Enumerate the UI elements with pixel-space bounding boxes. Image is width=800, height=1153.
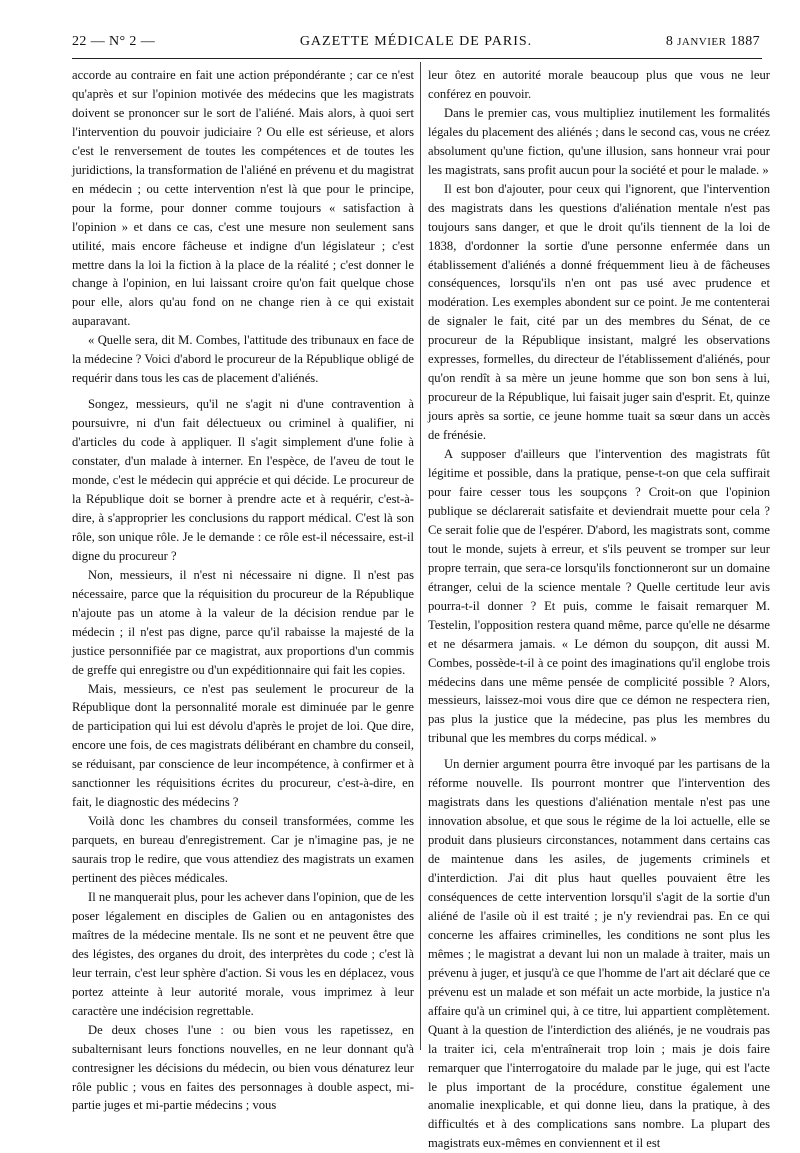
right-column [428, 66, 770, 1151]
issue-day: 8 [665, 34, 674, 49]
paragraph: Il est bon d'ajouter, pour ceux qui l'ignorent, que l'intervention des magistrats dans les questions d'aliénation mentale n'est pas toujours sans danger, et que le droit qu'ils tiennent de la loi de 1838, d'ordonner la sortie d'une personne enfermée dans un établissement d'aliénés a donné fréquemment lieu à de fâcheuses conséquences, lorsqu'ils n'en ont pas usé avec prudence et modération. Les exemples abondent sur ce point. Je me contenterai de signaler le fait, cité par un des membres du Sénat, de ce procureur de la République insistant, malgré les observations expresses, formelles, du directeur de l'établissement d'aliénés, pour qu'on rendît à sa mère un jeune homme que son bon sens à lui, procureur de la République, lui faisait juger sain d'esprit. Et, quinze jours après sa sortie, ce jeune homme tuait sa sœur dans un accès de frénésie. [428, 181, 770, 443]
paragraph: Il ne manquerait plus, pour les achever dans l'opinion, que de les poser légalement en disciples de Galien ou en antagonistes des maîtres de la médecine mentale. Ils ne sont et ne peuvent être que des légistes, des organes du droit, des interprètes du code ; c'est là leur terrain, c'est leur sphère d'action. Si vous les en déplacez, vous portez atteinte à leur autorité morale, vous imprimez à leur caractère une indécision regrettable. [72, 889, 414, 1018]
paragraph: Voilà donc les chambres du conseil transformées, comme les parquets, en bureau d'enregistrement. Car je n'imagine pas, je ne saurais trop le redire, que vous attendiez des magistrats un examen pertinent des pièces médicales. [72, 814, 414, 886]
paragraph: Non, messieurs, il n'est ni nécessaire ni digne. Il n'est pas nécessaire, parce que la réquisition du procureur de la République n'ajoute pas un atome à la valeur de la décision rendue par le médecin ; il n'est pas digne, parce qu'il rabaisse la majesté de la justice personnifiée par ce magistrat, aux proportions d'un commis de greffe qui enregistre ou d'un expéditionnaire qui fait les copies. [72, 567, 414, 677]
paragraph: accorde au contraire en fait une action prépondérante ; car ce n'est qu'après et sur l'opinion motivée des médecins que les magistrats doivent se prononcer sur le sort de l'aliéné. Mais alors, à quoi sert l'intervention du pouvoir judiciaire ? Ou elle est sérieuse, et alors c'est le renversement de toutes les compétences et de toutes les juridictions, la transformation de l'aliéné en prévenu et du magistrat en médecin ; ou cette intervention n'est là que pour le principe, pour la forme, pour donner comme toujours « satisfaction à l'opinion » et dans ce cas, c'est une mesure non seulement sans utilité, mais encore fâcheuse et indigne d'un législateur ; c'est mettre dans la loi la fiction à la place de la réalité ; c'est donner le change à l'opinion, en lui laissant croire qu'on fait quelque chose pour elle, alors qu'au fond on ne change rien à ce qui existait auparavant. [72, 68, 414, 329]
page-number: 22 — N° 2 — [72, 34, 156, 49]
paragraph: Un dernier argument pourra être invoqué par les partisans de la réforme nouvelle. Ils pourront montrer que l'intervention des magistrats dans les questions d'aliénation mentale n'est pas une innovation absolue, et que sous le régime de la loi actuelle, elle se produit dans plusieurs circonstances, notamment dans certains cas de maintenue dans les asiles, de jugements criminels et d'interdiction. J'ai dit plus haut quelles pouvaient être les conséquences de cette intervention lorsqu'il s'agit de la sortie d'un aliéné de l'asile où il est traité ; je n'y reviendrai pas. En ce qui concerne les affaires criminelles, les conditions ne sont plus les mêmes ; le magistrat a devant lui non un malade à traiter, mais un prévenu à juger, et jusqu'à ce que l'homme de l'art ait déclaré que ce prévenu est un malade et son méfait un acte morbide, la justice n'a affaire qu'à un criminel qui, à ce titre, lui appartient complètement. Quant à la question de l'interdiction des aliénés, je ne voudrais pas la traiter ici, cela m'entraînerait trop loin ; mais je dois faire remarquer que l'interrogatoire du malade par le juge, qui est l'acte le plus important de la procédure, constitue également une anomalie inexplicable, et qui donne lieu, dans la pratique, à des difficultés et à des complications sans nombre. La plupart des magistrats eux-mêmes en conviennent et il est [428, 757, 770, 1151]
issue-month: JANVIER [677, 36, 727, 48]
left-column [72, 66, 414, 1113]
paragraph: « Quelle sera, dit M. Combes, l'attitude des tribunaux en face de la médecine ? Voici d'abord le procureur de la République obligé de requérir dans tous les cas de placement d'aliénés. [72, 333, 414, 386]
header-rule [72, 58, 762, 59]
paragraph: Mais, messieurs, ce n'est pas seulement le procureur de la République dont la personnalité morale est diminuée par le genre de participation qui lui est dévolu d'après le projet de loi. Que dire, encore une fois, de ces magistrats délibérant en chambre du conseil, se réduisant, par conscience de leur incompétence, à confirmer et à sanctionner les réquisitions écrites du procureur, c'est-à-dire, en fait, le diagnostic des médecins ? [72, 681, 414, 810]
paragraph: De deux choses l'une : ou bien vous les rapetissez, en subalternisant leurs fonctions nouvelles, en ne leur donnant qu'à contresigner les décisions du médecin, ou bien vous dénaturez leur rôle public ; vous en faites des personnages à double aspect, mi-partie juges et mi-partie médecins ; vous [72, 1022, 414, 1113]
issue-year: 1887 [730, 34, 760, 49]
paragraph: A supposer d'ailleurs que l'intervention des magistrats fût légitime et possible, dans la pratique, pense-t-on que cela suffirait pour faire cesser tous les soupçons ? Croit-on que l'opinion publique se déclarerait satisfaite et deviendrait muette pour cela ? Ce serait folie que de l'espérer. D'abord, les magistrats sont, comme tout le monde, sujets à erreur, et s'ils peuvent se tromper sur leur propre terrain, que sera-ce lorsqu'ils fonctionneront sur un domaine étranger, celui de la science mentale ? Quelle certitude leur avis pourra-t-il donner ? Et puis, comme le faisait remarquer M. Testelin, l'opposition restera quand même, parce qu'elle ne désarme et ne désarmera jamais. « Le démon du soupçon, dit aussi M. Combes, possède-t-il à ce point des imaginations qu'il englobe trois médecins dans une même pensée de complicité possible ? Alors, messieurs, laissez-moi vous dire que ce démon ne respectera rien, pas plus la justice que la médecine, pas plus les membres du tribunal que les membres du corps médical. » [428, 447, 770, 746]
column-divider [420, 62, 421, 1050]
running-header [72, 34, 760, 56]
issue-date [666, 34, 760, 50]
journal-title: GAZETTE MÉDICALE DE PARIS. [299, 34, 533, 49]
paragraph: leur ôtez en autorité morale beaucoup plus que vous ne leur conférez en pouvoir. [428, 68, 770, 101]
paragraph: Dans le premier cas, vous multipliez inutilement les formalités légales du placement des aliénés ; dans le second cas, vous ne créez absolument qu'une fiction, qu'une illusion, sans honneur vrai pour les magistrats, sans profit aucun pour la société et pour le malade. » [428, 105, 770, 177]
paragraph: Songez, messieurs, qu'il ne s'agit ni d'une contravention à poursuivre, ni d'un fait délectueux ou criminel à qualifier, ni d'articles du code à appliquer. Il s'agit simplement d'une folie à constater, d'un malade à interner. En l'espèce, de l'aveu de tout le monde, c'est le médecin qui apprécie et qui décide. Le procureur de la République doit se borner à prendre acte et à requérir, c'est-à-dire, à s'approprier les conclusions du rapport médical. C'est là son rôle, son unique rôle. Je le demande : ce rôle est-il nécessaire, est-il digne du procureur ? [72, 397, 414, 563]
